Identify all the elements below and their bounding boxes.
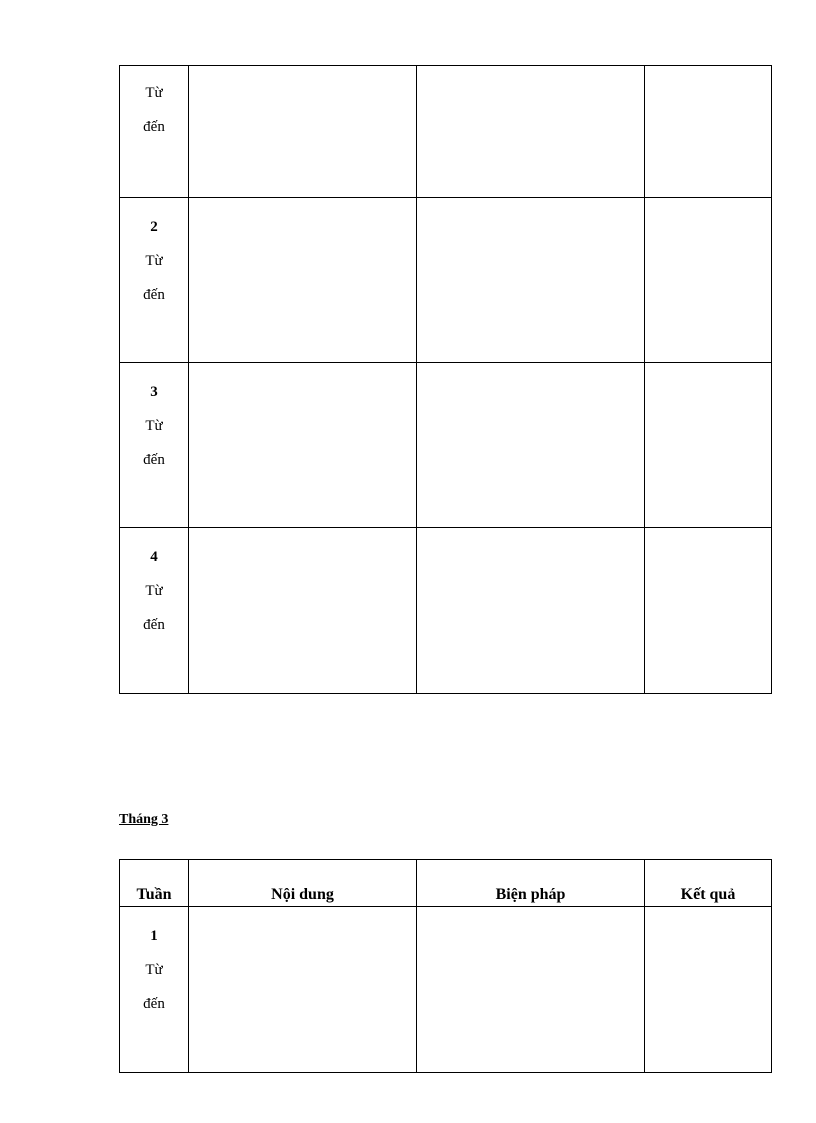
table-row xyxy=(120,528,772,694)
plan-table-continued xyxy=(119,65,772,694)
week-cell xyxy=(120,66,189,198)
week-cell xyxy=(120,198,189,363)
week-cell xyxy=(120,363,189,528)
month-heading: Tháng 3 xyxy=(119,812,169,827)
from-label: Từ xyxy=(145,583,163,599)
table-row xyxy=(120,198,772,363)
table-row xyxy=(120,907,772,1073)
header-result: Kết quả xyxy=(645,860,772,907)
from-label: Từ xyxy=(145,962,163,978)
week-cell xyxy=(120,907,189,1073)
week-number: 3 xyxy=(150,384,158,400)
week-cell xyxy=(120,528,189,694)
to-label: đến xyxy=(143,287,165,303)
measures-cell xyxy=(417,363,645,528)
result-cell xyxy=(645,907,772,1073)
measures-cell xyxy=(417,66,645,198)
from-label: Từ xyxy=(145,253,163,269)
header-measures: Biện pháp xyxy=(417,860,645,907)
header-content: Nội dung xyxy=(189,860,417,907)
measures-cell xyxy=(417,907,645,1073)
content-cell xyxy=(189,66,417,198)
result-cell xyxy=(645,363,772,528)
header-week: Tuần xyxy=(120,860,189,907)
week-number: 2 xyxy=(150,219,158,235)
content-cell xyxy=(189,198,417,363)
to-label: đến xyxy=(143,452,165,468)
table-row xyxy=(120,66,772,198)
week-number: 1 xyxy=(150,928,158,944)
content-cell xyxy=(189,907,417,1073)
to-label: đến xyxy=(143,617,165,633)
from-label: Từ xyxy=(145,418,163,434)
to-label: đến xyxy=(143,996,165,1012)
measures-cell xyxy=(417,528,645,694)
to-label: đến xyxy=(143,119,165,135)
table-header-row xyxy=(120,860,772,907)
content-cell xyxy=(189,363,417,528)
content-cell xyxy=(189,528,417,694)
measures-cell xyxy=(417,198,645,363)
result-cell xyxy=(645,528,772,694)
result-cell xyxy=(645,66,772,198)
from-label: Từ xyxy=(145,85,163,101)
result-cell xyxy=(645,198,772,363)
week-number: 4 xyxy=(150,549,158,565)
table-row xyxy=(120,363,772,528)
plan-table-month xyxy=(119,859,772,1073)
